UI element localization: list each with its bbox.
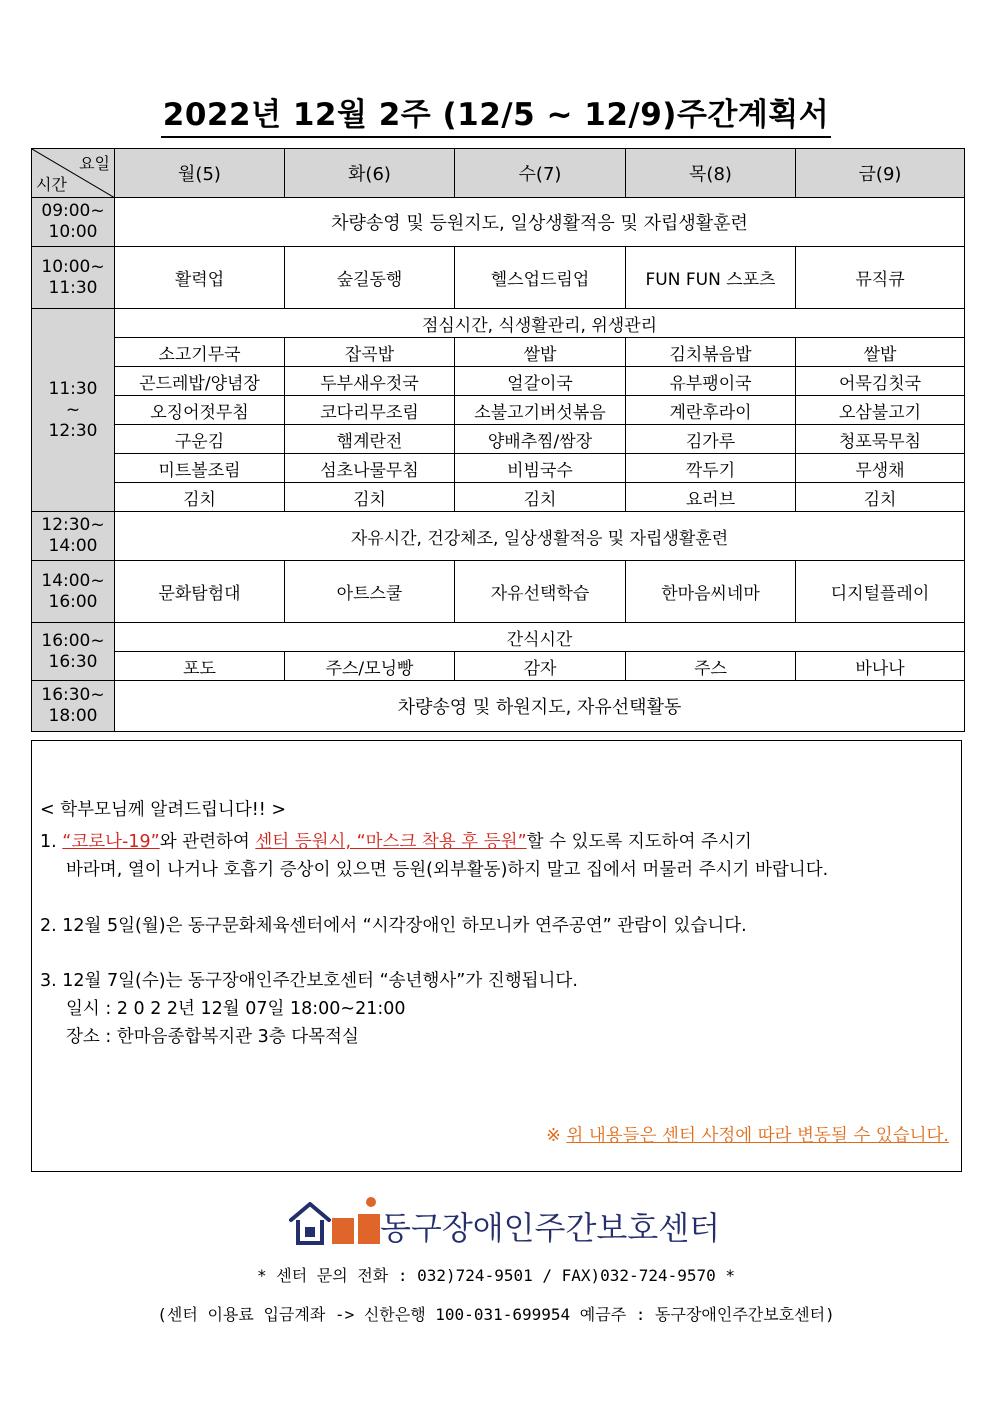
parent-notice-box bbox=[31, 740, 962, 1172]
snack-row bbox=[32, 652, 965, 681]
time-end: 16:00 bbox=[48, 591, 98, 612]
program-mon: 문화탐험대 bbox=[115, 561, 285, 623]
menu-item: 유부팽이국 bbox=[626, 367, 796, 396]
menu-item: 김치 bbox=[285, 483, 455, 512]
time-start: 12:30~ bbox=[41, 515, 105, 535]
time-cell bbox=[32, 512, 115, 561]
menu-item: 잡곡밥 bbox=[285, 338, 455, 367]
menu-row bbox=[32, 396, 965, 425]
day-header-fri: 금(9) bbox=[796, 149, 965, 198]
menu-item: 햄계란전 bbox=[285, 425, 455, 454]
menu-item: 무생채 bbox=[796, 454, 965, 483]
footnote-text: 위 내용들은 센터 사정에 따라 변동될 수 있습니다. bbox=[566, 1126, 949, 1146]
time-start: 14:00~ bbox=[41, 570, 105, 591]
menu-item: 계란후라이 bbox=[626, 396, 796, 425]
corner-day-label: 요일 bbox=[79, 154, 110, 173]
activity-cell: 자유시간, 건강체조, 일상생활적응 및 자립생활훈련 bbox=[115, 512, 965, 561]
program-wed: 자유선택학습 bbox=[455, 561, 626, 623]
program-fri: 뮤직큐 bbox=[796, 247, 965, 309]
program-tue: 아트스쿨 bbox=[285, 561, 455, 623]
header-row bbox=[32, 149, 965, 198]
menu-item: 비빔국수 bbox=[455, 454, 626, 483]
menu-item: 쌀밥 bbox=[796, 338, 965, 367]
menu-item: 소고기무국 bbox=[115, 338, 285, 367]
menu-item: 쌀밥 bbox=[455, 338, 626, 367]
menu-item: 김치볶음밥 bbox=[626, 338, 796, 367]
covid-highlight: “코로나-19” bbox=[62, 832, 160, 852]
menu-item: 소불고기버섯볶음 bbox=[455, 396, 626, 425]
row-1000 bbox=[32, 247, 965, 309]
row-0900 bbox=[32, 198, 965, 247]
day-header-thu: 목(8) bbox=[626, 149, 796, 198]
bank-account-info: (센터 이용료 입금계좌 -> 신한은행 100-031-699954 예금주 : 동구장애인주간보호센터) bbox=[157, 1305, 835, 1324]
time-cell bbox=[32, 247, 115, 309]
contact-info: * 센터 문의 전화 : 032)724-9501 / FAX)032-724-9570 * bbox=[256, 1266, 736, 1285]
item-text: 할 수 있도록 지도하여 주시기 bbox=[526, 832, 752, 852]
menu-item: 김치 bbox=[115, 483, 285, 512]
snack-title-cell: 간식시간 bbox=[115, 623, 965, 652]
menu-item: 오삼불고기 bbox=[796, 396, 965, 425]
time-end: 12:30 bbox=[48, 420, 98, 441]
title-text: 2022년 12월 2주 (12/5 ~ 12/9)주간계획서 bbox=[161, 96, 831, 138]
menu-item: 요러브 bbox=[626, 483, 796, 512]
activity-cell: 차량송영 및 등원지도, 일상생활적응 및 자립생활훈련 bbox=[115, 198, 965, 247]
menu-row bbox=[32, 454, 965, 483]
time-cell bbox=[32, 623, 115, 681]
menu-item: 곤드레밥/양념장 bbox=[115, 367, 285, 396]
menu-item: 양배추찜/쌈장 bbox=[455, 425, 626, 454]
time-start: 11:30 bbox=[48, 378, 98, 399]
menu-row bbox=[32, 367, 965, 396]
house-logo-icon bbox=[288, 1196, 380, 1248]
menu-row bbox=[32, 338, 965, 367]
mask-highlight: 센터 등원시, “마스크 착용 후 등원” bbox=[255, 832, 527, 852]
notice-item-1 bbox=[40, 828, 752, 853]
day-header-tue: 화(6) bbox=[285, 149, 455, 198]
notice-item-3: 3. 12월 7일(수)는 동구장애인주간보호센터 “송년행사”가 진행됩니다. bbox=[40, 971, 578, 991]
menu-item: 어묵김칫국 bbox=[796, 367, 965, 396]
event-place: 장소 : 한마음종합복지관 3층 다목적실 bbox=[66, 1027, 359, 1047]
time-start: 16:30~ bbox=[41, 685, 105, 705]
menu-item: 두부새우젓국 bbox=[285, 367, 455, 396]
time-cell bbox=[32, 681, 115, 732]
corner-time-label: 시간 bbox=[36, 175, 67, 194]
footnote-mark: ※ bbox=[546, 1126, 567, 1146]
program-thu: 한마음씨네마 bbox=[626, 561, 796, 623]
item-text: 와 관련하여 bbox=[159, 832, 256, 852]
snack-item: 주스/모닝빵 bbox=[285, 652, 455, 681]
day-header-wed: 수(7) bbox=[455, 149, 626, 198]
menu-item: 깍두기 bbox=[626, 454, 796, 483]
notice-item-1-line-2: 바라며, 열이 나거나 호흡기 증상이 있으면 등원(외부활동)하지 말고 집에서 머물러 주시기 바랍니다. bbox=[66, 860, 829, 880]
center-name: 동구장애인주간보호센터 bbox=[380, 1209, 721, 1247]
menu-item: 김치 bbox=[455, 483, 626, 512]
time-end: 18:00 bbox=[48, 706, 98, 726]
program-thu: FUN FUN 스포츠 bbox=[626, 247, 796, 309]
day-header-mon: 월(5) bbox=[115, 149, 285, 198]
menu-item: 코다리무조림 bbox=[285, 396, 455, 425]
menu-row bbox=[32, 425, 965, 454]
time-start: 10:00~ bbox=[41, 256, 105, 277]
menu-item: 미트볼조림 bbox=[115, 454, 285, 483]
menu-item: 청포묵무침 bbox=[796, 425, 965, 454]
menu-item: 김치 bbox=[796, 483, 965, 512]
snack-item: 포도 bbox=[115, 652, 285, 681]
event-date: 일시 : 2 0 2 2년 12월 07일 18:00~21:00 bbox=[66, 999, 406, 1019]
time-sep: ~ bbox=[65, 399, 81, 420]
snack-item: 감자 bbox=[455, 652, 626, 681]
program-tue: 숲길동행 bbox=[285, 247, 455, 309]
program-fri: 디지털플레이 bbox=[796, 561, 965, 623]
menu-item: 얼갈이국 bbox=[455, 367, 626, 396]
row-1230 bbox=[32, 512, 965, 561]
time-end: 11:30 bbox=[48, 277, 98, 298]
menu-item: 오징어젓무침 bbox=[115, 396, 285, 425]
document-title bbox=[0, 96, 992, 138]
time-start: 09:00~ bbox=[41, 201, 105, 221]
menu-item: 구운김 bbox=[115, 425, 285, 454]
item-number: 1. bbox=[40, 832, 63, 852]
time-cell bbox=[32, 309, 115, 512]
weekly-plan-table bbox=[31, 148, 965, 732]
menu-item: 섬초나물무침 bbox=[285, 454, 455, 483]
footnote bbox=[546, 1122, 949, 1147]
time-start: 16:00~ bbox=[41, 630, 105, 651]
activity-cell: 차량송영 및 하원지도, 자유선택활동 bbox=[115, 681, 965, 732]
corner-cell bbox=[32, 149, 115, 198]
snack-item: 바나나 bbox=[796, 652, 965, 681]
time-cell bbox=[32, 198, 115, 247]
notice-heading: < 학부모님께 알려드립니다!! > bbox=[40, 800, 286, 820]
row-1400 bbox=[32, 561, 965, 623]
time-cell bbox=[32, 561, 115, 623]
snack-item: 주스 bbox=[626, 652, 796, 681]
time-end: 16:30 bbox=[48, 651, 98, 672]
time-end: 10:00 bbox=[48, 222, 98, 242]
lunch-title-cell: 점심시간, 식생활관리, 위생관리 bbox=[115, 309, 965, 338]
menu-row bbox=[32, 483, 965, 512]
center-logo bbox=[288, 1196, 380, 1252]
row-snack-title bbox=[32, 623, 965, 652]
row-1630 bbox=[32, 681, 965, 732]
program-wed: 헬스업드림업 bbox=[455, 247, 626, 309]
time-end: 14:00 bbox=[48, 536, 98, 556]
program-mon: 활력업 bbox=[115, 247, 285, 309]
row-lunch-title bbox=[32, 309, 965, 338]
notice-item-2: 2. 12월 5일(월)은 동구문화체육센터에서 “시각장애인 하모니카 연주공연” 관람이 있습니다. bbox=[40, 916, 747, 936]
menu-item: 김가루 bbox=[626, 425, 796, 454]
